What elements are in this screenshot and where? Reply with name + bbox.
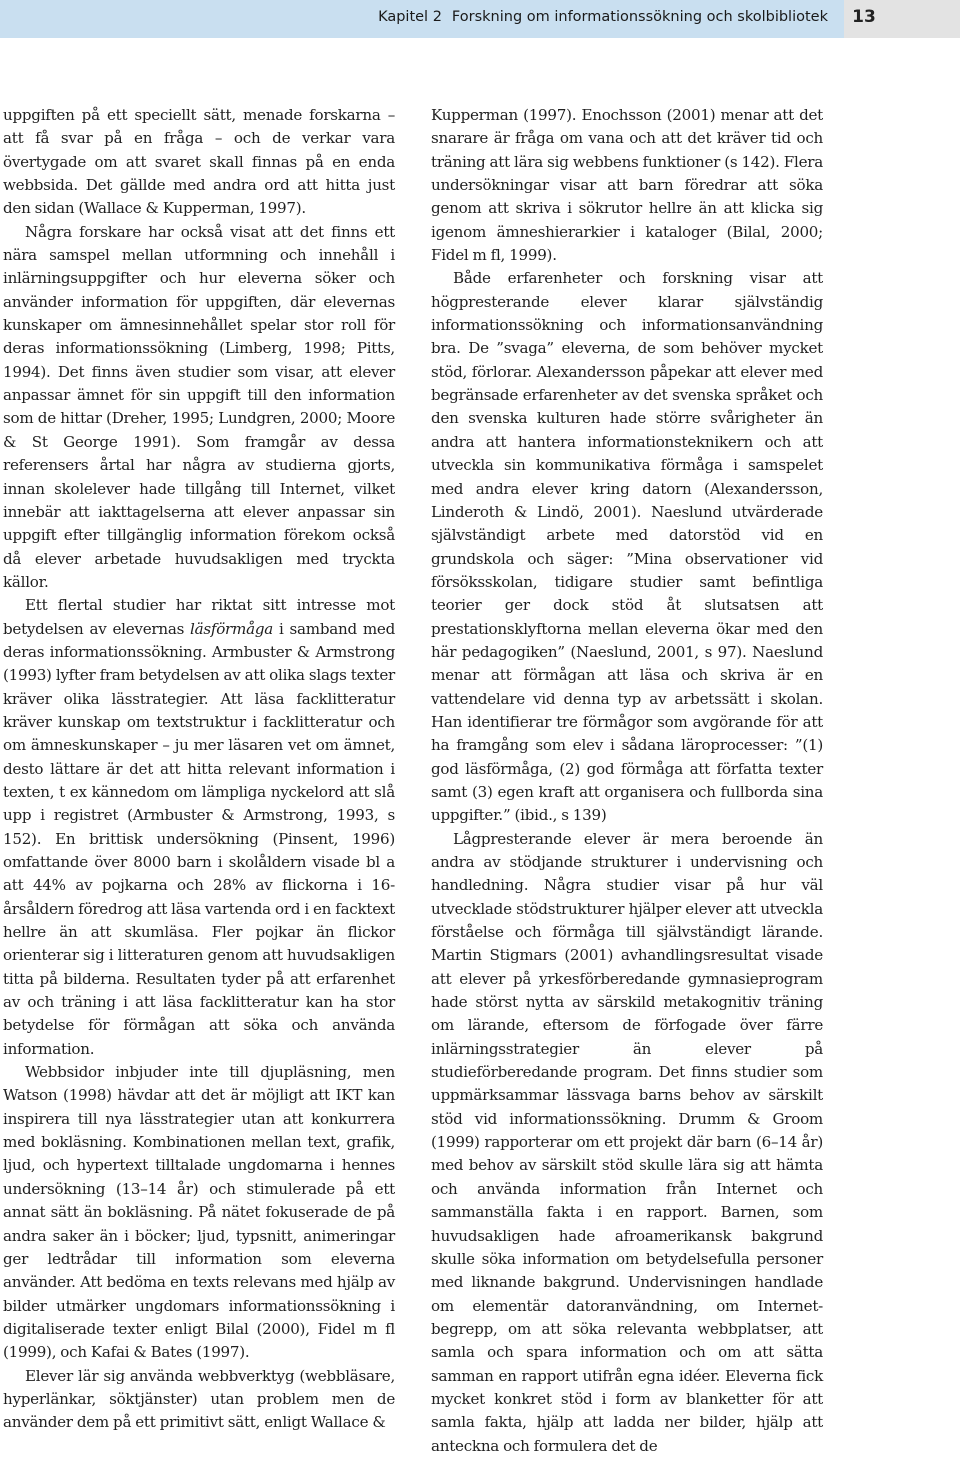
paragraph-text: Ett flertal studier har riktat sitt intresse mot betydelsen av elevernas <box>3 596 395 638</box>
left-column <box>3 104 395 1435</box>
right-column <box>431 104 823 1458</box>
paragraph: uppgiften på ett speciellt sätt, menade forskarna – att få svar på en fråga – och de verkar vara övertygade om att svaret skall finnas på en enda webbsida. Det gällde med andra ord att hitta just den sidan (Wallace & Kupperman, 1997). <box>3 106 395 218</box>
paragraph: Kupperman (1997). Enochsson (2001) menar att det snarare är fråga om vana och att det kräver tid och träning att lära sig webbens funktioner (s 142). Flera undersökningar visar att barn föredrar att söka genom att skriva i sökrutor hellre än att klicka sig igenom ämneshierarkier i kataloger (Bilal, 2000; Fidel m fl, 1999). <box>431 106 823 265</box>
paragraph: Webbsidor inbjuder inte till djupläsning, men Watson (1998) hävdar att det är möjligt att IKT kan inspirera till nya lässtrategier utan att konkurrera med bokläsning. Kombinationen mellan text, grafik, ljud, och hypertext tilltalade ungdomarna i hennes undersökning (13–14 år) och stimulerade på ett annat sätt än bokläsning. På nätet fokuserade de på andra saker än i böcker; ljud, typsnitt, animeringar ger ledtrådar till information som eleverna använder. Att bedöma en texts relevans med hjälp av bilder utmärker ungdomars informationssökning i digitaliserade texter enligt Bilal (2000), Fidel m fl (1999), och Kafai & Bates (1997). <box>3 1063 395 1362</box>
page-number: 13 <box>852 7 876 27</box>
emphasis-text: läsförmåga <box>190 619 273 638</box>
page-number-box <box>844 0 960 38</box>
paragraph-text: i samband med deras informationssökning. Armbuster & Armstrong (1993) lyfter fram betydelsen av att olika slags texter kräver olika lässtrategier. Att läsa facklitteratur kräver kunskap om textstruktur i facklitteratur och om ämneskunskaper – ju mer läsaren vet om ämnet, desto lättare är det att hitta relevant information i texten, t ex kännedom om lämpliga nyckelord att slå upp i registret (Armbuster & Armstrong, 1993, s 152). En brittisk undersökning (Pinsent, 1996) omfattande över 8000 barn i skolåldern visade bl a att 44% av pojkarna och 28% av flickorna i 16-årsåldern föredrog att läsa vartenda ord i en facktext hellre än att skumläsa. Fler pojkar än flickor orienterar sig i litteraturen genom att huvudsakligen titta på bilderna. Resultaten tyder på att erfarenhet av och träning i att läsa facklitteratur kan ha stor betydelse för förmågan att söka och använda information. <box>3 619 395 1058</box>
paragraph: Lågpresterande elever är mera beroende än andra av stödjande strukturer i undervisning och handledning. Några studier visar på hur väl utvecklade stödstrukturer hjälper elever att utveckla förståelse och förmåga till självständigt lärande. Martin Stigmars (2001) avhandlingsresultat visade att elever på yrkesförberedande gymnasieprogram hade störst nytta av särskild metakognitiv träning om lärande, eftersom de förfogade över färre inlärningsstrategier än elever på studieförberedande program. Det finns studier som uppmärksammar lässvaga barns behov av särskilt stöd vid informationssökning. Drumm & Groom (1999) rapporterar om ett projekt där barn (6–14 år) med behov av särskilt stöd skulle lära sig att hämta och använda information från Internet och sammanställa fakta i en rapport. Barnen, som huvudsakligen hade afroamerikansk bakgrund skulle söka information om betydelsefulla personer med liknande bakgrund. Undervisningen handlade om elementär datoranvändning, om Internet-begrepp, om att söka relevanta webbplatser, att samla och spara information och om att sätta samman en rapport utifrån egna idéer. Eleverna fick mycket konkret stöd i form av blanketter för att samla fakta, hjälp att ladda ner bilder, hjälp att anteckna och formulera det de <box>431 829 823 1455</box>
chapter-title: Forskning om informationssökning och skolbibliotek <box>451 9 828 25</box>
chapter-label: Kapitel 2 <box>378 9 442 25</box>
header-band <box>0 0 844 38</box>
paragraph: Några forskare har också visat att det finns ett nära samspel mellan utformning och innehåll i inlärningsuppgifter och hur eleverna söker och använder information för uppgiften, där elevernas kunskaper om ämnesinnehållet spelar stor roll för deras informationssökning (Limberg, 1998; Pitts, 1994). Det finns även studier som visar, att elever anpassar ämnet för sin uppgift till den information som de hittar (Dreher, 1995; Lundgren, 2000; Moore & St George 1991). Som framgår av dessa referensers årtal har några av studierna gjorts, innan skolelever hade tillgång till Internet, vilket innebär att iakttagelserna att elever anpassar sin uppgift efter tillgänglig information förekom också då elever arbetade huvudsakligen med tryckta källor. <box>3 222 395 591</box>
paragraph <box>3 594 395 1061</box>
running-header <box>0 0 960 40</box>
paragraph: Både erfarenheter och forskning visar att högpresterande elever klarar självständig informationssökning och informationsanvändning bra. De ”svaga” eleverna, de som behöver mycket stöd, förlorar. Alexandersson påpekar att elever med begränsade erfarenheter av det svenska språket och den svenska kulturen hade större svårigheter än andra att hantera informationsteknikern och att utveckla sin kommunikativa förmåga i samspelet med andra elever kring datorn (Alexandersson, Linderoth & Lindö, 2001). Naeslund utvärderade självständigt arbete med datorstöd vid en grundskola och säger: ”Mina observationer vid försöksskolan, tidigare studier samt befintliga teorier ger dock stöd åt slutsatsen att prestationsklyftorna mellan eleverna ökar med den här pedagogiken” (Naeslund, 2001, s 97). Naeslund menar att förmågan att läsa och skriva är en vattendelare vid denna typ av arbetssätt i skolan. Han identifierar tre förmågor som avgörande för att ha framgång som elev i sådana läroprocesser: ”(1) god läsförmåga, (2) god förmåga att författa texter samt (3) egen kraft att organisera och fullborda sina uppgifter.” (ibid., s 139) <box>431 269 823 825</box>
header-text <box>0 9 828 25</box>
paragraph: Elever lär sig använda webbverktyg (webbläsare, hyperlänkar, söktjänster) utan problem men de använder dem på ett primitivt sätt, enligt Wallace & <box>3 1366 395 1432</box>
